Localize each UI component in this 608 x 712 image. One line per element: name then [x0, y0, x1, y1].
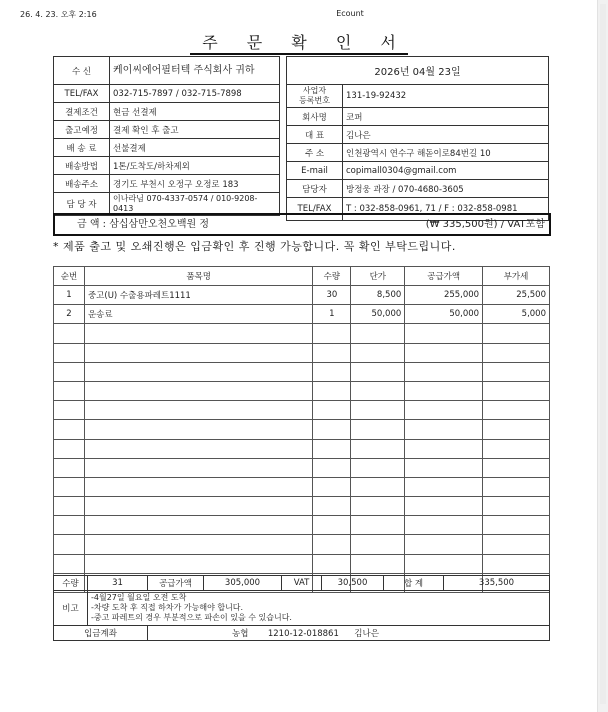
empty-cell — [405, 497, 483, 516]
empty-cell — [54, 535, 85, 554]
empty-cell — [313, 497, 351, 516]
memo-line: -중고 파레트의 경우 부분적으로 파손이 있을 수 있습니다. — [91, 613, 292, 622]
manager-label: 담당자 — [287, 180, 343, 198]
account-holder: 김나은 — [354, 629, 379, 639]
empty-cell — [84, 324, 312, 343]
order-summary-table — [53, 575, 550, 641]
empty-cell — [54, 343, 85, 362]
scrollbar-thumb[interactable] — [600, 4, 606, 704]
delivery-value: 1톤/도착도/하차제외 — [110, 157, 280, 175]
empty-cell — [351, 535, 405, 554]
grand-total-label: 합 계 — [384, 576, 444, 591]
empty-cell — [483, 516, 550, 535]
grand-total-value: 335,500 — [444, 576, 550, 591]
empty-cell — [54, 324, 85, 343]
ceo-value: 김나은 — [343, 126, 549, 144]
empty-cell — [84, 535, 312, 554]
empty-cell — [483, 324, 550, 343]
empty-cell — [54, 554, 85, 573]
empty-cell — [313, 381, 351, 400]
supplier-address-label: 주 소 — [287, 144, 343, 162]
empty-cell — [313, 516, 351, 535]
empty-table-row — [54, 439, 550, 458]
col-header-supply: 공급가액 — [405, 267, 483, 286]
empty-cell — [405, 439, 483, 458]
empty-cell — [84, 439, 312, 458]
supplier-telfax-label: TEL/FAX — [287, 198, 343, 221]
total-vat-value: 30,500 — [322, 576, 384, 591]
empty-cell — [54, 420, 85, 439]
row-item: 중고(U) 수출용파레트1111 — [84, 286, 312, 305]
col-header-unit-price: 단가 — [351, 267, 405, 286]
empty-cell — [84, 458, 312, 477]
bank-label: 입금계좌 — [54, 626, 148, 641]
bizno-value: 131-19-92432 — [343, 85, 549, 108]
row-unit-price: 50,000 — [351, 305, 405, 324]
empty-table-row — [54, 324, 550, 343]
row-item: 운송료 — [84, 305, 312, 324]
col-header-no: 순번 — [54, 267, 85, 286]
freight-label: 배 송 료 — [54, 139, 110, 157]
empty-cell — [483, 477, 550, 496]
empty-table-row — [54, 401, 550, 420]
empty-cell — [483, 554, 550, 573]
empty-cell — [351, 439, 405, 458]
empty-cell — [405, 458, 483, 477]
empty-cell — [351, 420, 405, 439]
ship-schedule-value: 결제 확인 후 출고 — [110, 121, 280, 139]
row-unit-price: 8,500 — [351, 286, 405, 305]
empty-cell — [405, 362, 483, 381]
empty-cell — [351, 497, 405, 516]
to-label: 수 신 — [54, 57, 110, 85]
empty-cell — [351, 477, 405, 496]
table-row — [54, 305, 550, 324]
browser-print-header — [0, 8, 598, 22]
empty-cell — [84, 477, 312, 496]
bizno-label: 사업자 등록번호 — [287, 85, 343, 108]
empty-cell — [351, 381, 405, 400]
empty-cell — [54, 458, 85, 477]
empty-cell — [313, 458, 351, 477]
memo-line: -4월27일 월요일 오전 도착 — [91, 593, 187, 602]
row-supply: 50,000 — [405, 305, 483, 324]
payment-label: 결제조건 — [54, 103, 110, 121]
row-supply: 255,000 — [405, 286, 483, 305]
empty-cell — [84, 381, 312, 400]
amount-korean: 금 액 : 삼십삼만오천오백원 정 — [77, 219, 210, 230]
empty-cell — [54, 362, 85, 381]
empty-table-row — [54, 458, 550, 477]
supplier-telfax-value: T : 032-858-0961, 71 / F : 032-858-0981 — [343, 198, 549, 221]
empty-cell — [351, 324, 405, 343]
empty-cell — [313, 401, 351, 420]
empty-cell — [483, 420, 550, 439]
contact-label: 담 당 자 — [54, 193, 110, 216]
empty-cell — [84, 554, 312, 573]
empty-table-row — [54, 343, 550, 362]
empty-table-row — [54, 516, 550, 535]
empty-cell — [351, 401, 405, 420]
contact-value: 이나라님 070-4337-0574 / 010-9208-0413 — [110, 193, 280, 216]
ship-schedule-label: 출고예정 — [54, 121, 110, 139]
address-label: 배송주소 — [54, 175, 110, 193]
row-qty: 1 — [313, 305, 351, 324]
empty-cell — [405, 516, 483, 535]
account-number: 1210-12-018861 — [267, 629, 339, 639]
to-value: 케이씨에어필터텍 주식회사 귀하 — [110, 57, 280, 85]
memo-label: 비고 — [54, 591, 88, 626]
empty-cell — [351, 458, 405, 477]
telfax-label: TEL/FAX — [54, 85, 110, 103]
empty-cell — [313, 324, 351, 343]
empty-table-row — [54, 420, 550, 439]
delivery-label: 배송방법 — [54, 157, 110, 175]
empty-cell — [405, 343, 483, 362]
empty-table-row — [54, 477, 550, 496]
total-qty-label: 수량 — [54, 576, 88, 591]
memo-row — [54, 591, 550, 626]
supplier-info-table — [286, 56, 549, 221]
company-value: 코퍼 — [343, 108, 549, 126]
document-title: 주 문 확 인 서 — [0, 30, 598, 53]
row-qty: 30 — [313, 286, 351, 305]
empty-table-row — [54, 535, 550, 554]
empty-cell — [483, 401, 550, 420]
email-value: copimall0304@gmail.com — [343, 162, 549, 180]
empty-cell — [313, 477, 351, 496]
empty-cell — [313, 420, 351, 439]
empty-cell — [405, 381, 483, 400]
row-no: 2 — [54, 305, 85, 324]
manager-value: 방정웅 과장 / 070-4680-3605 — [343, 180, 549, 198]
total-supply-label: 공급가액 — [148, 576, 204, 591]
empty-table-row — [54, 497, 550, 516]
email-label: E-mail — [287, 162, 343, 180]
empty-cell — [84, 362, 312, 381]
empty-cell — [483, 343, 550, 362]
memo-content — [88, 591, 550, 626]
items-header-row — [54, 267, 550, 286]
empty-cell — [84, 343, 312, 362]
empty-cell — [483, 458, 550, 477]
total-amount-box — [53, 213, 551, 236]
row-no: 1 — [54, 286, 85, 305]
memo-line: -차량 도착 후 직접 하차가 가능해야 합니다. — [91, 603, 244, 612]
bank-account — [148, 626, 550, 641]
payment-value: 현금 선결제 — [110, 103, 280, 121]
address-value: 경기도 부천시 오정구 오정로 183 — [110, 175, 280, 193]
col-header-item: 품목명 — [84, 267, 312, 286]
totals-row — [54, 576, 550, 591]
row-vat: 25,500 — [483, 286, 550, 305]
empty-cell — [84, 420, 312, 439]
empty-cell — [54, 401, 85, 420]
total-vat-label: VAT — [282, 576, 322, 591]
empty-cell — [54, 497, 85, 516]
empty-cell — [54, 381, 85, 400]
company-label: 회사명 — [287, 108, 343, 126]
empty-cell — [351, 362, 405, 381]
empty-cell — [483, 497, 550, 516]
empty-cell — [313, 554, 351, 573]
col-header-qty: 수량 — [313, 267, 351, 286]
empty-cell — [351, 554, 405, 573]
empty-cell — [405, 401, 483, 420]
empty-table-row — [54, 554, 550, 573]
empty-cell — [405, 477, 483, 496]
total-qty-value: 31 — [88, 576, 148, 591]
total-supply-value: 305,000 — [204, 576, 282, 591]
empty-cell — [313, 343, 351, 362]
empty-cell — [313, 362, 351, 381]
empty-cell — [313, 439, 351, 458]
empty-cell — [405, 535, 483, 554]
empty-cell — [84, 401, 312, 420]
bank-name: 농협 — [232, 629, 249, 639]
empty-cell — [483, 362, 550, 381]
empty-cell — [84, 516, 312, 535]
empty-cell — [54, 477, 85, 496]
print-timestamp: 26. 4. 23. 오후 2:16 — [20, 10, 97, 19]
empty-cell — [405, 420, 483, 439]
bank-row — [54, 626, 550, 641]
telfax-value: 032-715-7897 / 032-715-7898 — [110, 85, 280, 103]
row-vat: 5,000 — [483, 305, 550, 324]
order-date: 2026년 04월 23일 — [287, 57, 549, 85]
empty-cell — [483, 381, 550, 400]
recipient-info-table — [53, 56, 280, 216]
empty-cell — [84, 497, 312, 516]
order-items-table — [53, 266, 550, 593]
table-row — [54, 286, 550, 305]
vertical-scrollbar[interactable] — [597, 0, 608, 712]
empty-cell — [405, 324, 483, 343]
ceo-label: 대 표 — [287, 126, 343, 144]
freight-value: 선불결제 — [110, 139, 280, 157]
empty-cell — [351, 516, 405, 535]
empty-cell — [483, 439, 550, 458]
empty-cell — [405, 554, 483, 573]
empty-cell — [313, 535, 351, 554]
col-header-vat: 부가세 — [483, 267, 550, 286]
empty-table-row — [54, 362, 550, 381]
empty-table-row — [54, 381, 550, 400]
supplier-address-value: 인천광역시 연수구 해돋이로84번길 10 — [343, 144, 549, 162]
empty-cell — [54, 439, 85, 458]
payment-notice: * 제품 출고 및 오쇄진행은 입금확인 후 진행 가능합니다. 꼭 확인 부탁드립니다. — [53, 240, 456, 253]
amount-numeric: (₩ 335,500원) / VAT포함 — [425, 219, 545, 230]
empty-cell — [351, 343, 405, 362]
empty-cell — [483, 535, 550, 554]
print-site-name: Ecount — [336, 9, 364, 18]
empty-cell — [54, 516, 85, 535]
